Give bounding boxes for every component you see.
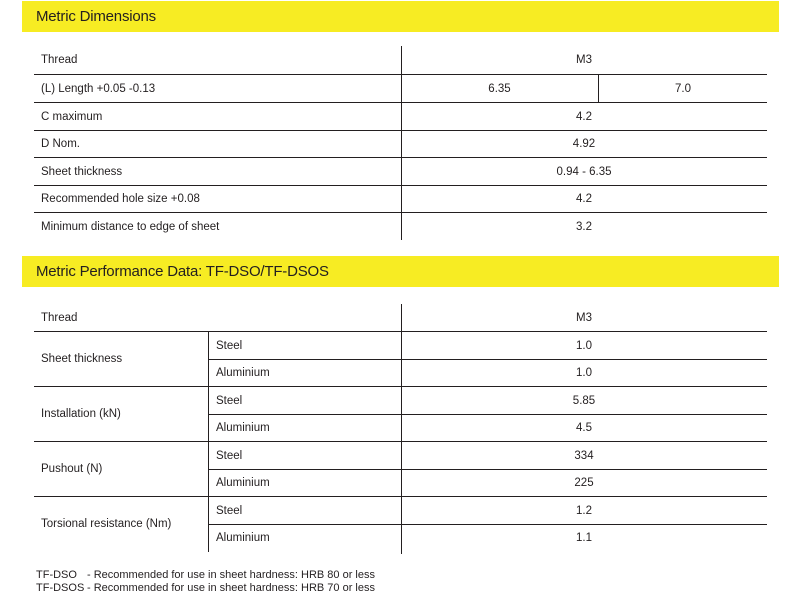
table-subrow bbox=[208, 387, 767, 414]
row-label: Thread bbox=[41, 311, 78, 324]
table-row bbox=[34, 157, 767, 185]
row-value: M3 bbox=[576, 311, 592, 324]
row-value: 1.1 bbox=[576, 532, 592, 544]
metric-dimensions-heading: Metric Dimensions bbox=[22, 1, 779, 32]
table-row bbox=[34, 46, 767, 74]
metric-performance-heading: Metric Performance Data: TF-DSO/TF-DSOS bbox=[22, 256, 779, 287]
row-value: 3.2 bbox=[576, 220, 592, 233]
row-value: 6.35 bbox=[488, 82, 511, 95]
table-row bbox=[34, 130, 767, 157]
material-label: Steel bbox=[216, 394, 243, 407]
footnote-text: - Recommended for use in sheet hardness: HRB 80 or less bbox=[87, 569, 375, 581]
material-label: Aluminium bbox=[216, 477, 270, 489]
material-label: Aluminium bbox=[216, 532, 270, 544]
row-value: 4.92 bbox=[572, 138, 596, 150]
row-label: Minimum distance to edge of sheet bbox=[41, 220, 220, 233]
metric-dimensions-table bbox=[34, 46, 767, 240]
table-subrow bbox=[208, 469, 767, 496]
row-label: Thread bbox=[41, 54, 78, 66]
table-group-torsional-resistance bbox=[34, 496, 767, 551]
group-label: Torsional resistance (Nm) bbox=[41, 518, 172, 530]
table-group-sheet-thickness bbox=[34, 331, 767, 386]
row-value: 7.0 bbox=[598, 75, 767, 102]
table-subrow bbox=[208, 442, 767, 469]
footnote-text: - Recommended for use in sheet hardness: HRB 70 or less bbox=[87, 582, 375, 594]
group-label: Installation (kN) bbox=[41, 408, 121, 420]
table-subrow bbox=[208, 414, 767, 441]
row-value: 334 bbox=[574, 449, 594, 462]
row-label: Recommended hole size +0.08 bbox=[41, 193, 200, 205]
material-label: Aluminium bbox=[216, 422, 270, 434]
metric-performance-table bbox=[34, 304, 767, 551]
table-subrow bbox=[208, 497, 767, 524]
footnote-code: TF-DSO bbox=[36, 569, 77, 581]
footnote bbox=[36, 582, 375, 595]
footnotes bbox=[36, 569, 375, 595]
row-value: 0.94 - 6.35 bbox=[556, 165, 612, 178]
row-value: 4.2 bbox=[576, 193, 592, 205]
table-subrow bbox=[208, 359, 767, 386]
table-row bbox=[34, 185, 767, 212]
row-value: 1.0 bbox=[576, 367, 592, 379]
table-row bbox=[34, 102, 767, 130]
row-value: 4.2 bbox=[576, 110, 592, 123]
material-label: Steel bbox=[216, 504, 243, 517]
table-row bbox=[34, 212, 767, 240]
table-group-installation bbox=[34, 386, 767, 441]
row-label: C maximum bbox=[41, 110, 103, 123]
row-value: 1.0 bbox=[576, 339, 592, 352]
table-row bbox=[34, 74, 767, 102]
material-label: Steel bbox=[216, 339, 243, 352]
table-subrow bbox=[208, 332, 767, 359]
material-label: Steel bbox=[216, 449, 243, 462]
row-value: 1.2 bbox=[576, 504, 592, 517]
row-label: D Nom. bbox=[41, 138, 80, 150]
table-group-pushout bbox=[34, 441, 767, 496]
footnote bbox=[36, 569, 375, 582]
table-subrow bbox=[208, 524, 767, 551]
row-value: M3 bbox=[576, 54, 592, 66]
row-value: 4.5 bbox=[576, 422, 592, 434]
row-value: 225 bbox=[574, 477, 594, 489]
table-row bbox=[34, 304, 767, 331]
row-label: Sheet thickness bbox=[41, 165, 123, 178]
group-label: Sheet thickness bbox=[41, 353, 123, 365]
footnote-code: TF-DSOS bbox=[36, 582, 85, 594]
group-label: Pushout (N) bbox=[41, 463, 103, 475]
row-label: (L) Length +0.05 -0.13 bbox=[41, 82, 156, 95]
row-value: 5.85 bbox=[572, 394, 596, 407]
material-label: Aluminium bbox=[216, 367, 270, 379]
